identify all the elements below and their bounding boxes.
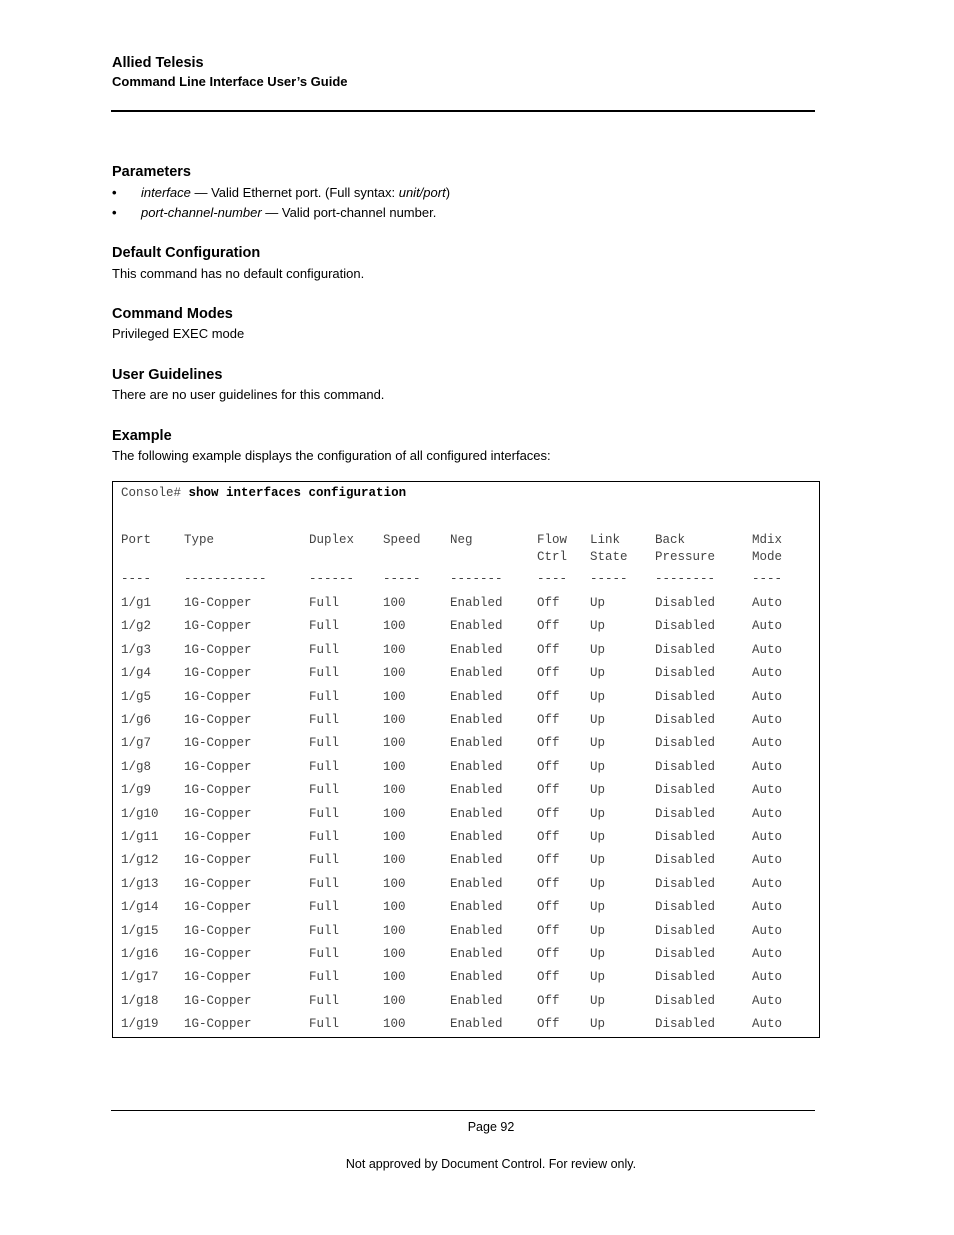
table-row-port: 1/g9 bbox=[121, 783, 152, 798]
table-row-link-state: Up bbox=[590, 783, 606, 798]
default-config-heading: Default Configuration bbox=[112, 245, 261, 261]
table-row-speed: 100 bbox=[383, 713, 406, 727]
table-row-neg: Enabled bbox=[450, 642, 503, 657]
user-guidelines-text: There are no user guidelines for this command. bbox=[112, 387, 385, 402]
table-row-port: 1/g1 bbox=[121, 596, 152, 610]
table-row-link-state: Up bbox=[590, 947, 606, 961]
table-row-port: 1/g6 bbox=[121, 713, 152, 727]
table-row-mdix-mode: Auto bbox=[752, 923, 783, 938]
table-row-speed: 100 bbox=[383, 900, 406, 915]
table-row-mdix-mode: Auto bbox=[752, 1017, 783, 1032]
table-row-flow-ctrl: Off bbox=[537, 713, 560, 727]
example-text: The following example displays the configuration of all configured interfaces: bbox=[112, 448, 551, 463]
table-row-speed: 100 bbox=[383, 642, 406, 657]
table-row-flow-ctrl: Off bbox=[537, 759, 560, 774]
table-row-port: 1/g2 bbox=[121, 619, 152, 634]
table-row-type: 1G-Copper bbox=[184, 900, 252, 915]
table-row-back-pressure: Disabled bbox=[655, 947, 716, 961]
table-row-neg: Enabled bbox=[450, 596, 503, 610]
table-row-flow-ctrl: Off bbox=[537, 830, 560, 844]
header-row-1-duplex: Duplex bbox=[309, 533, 355, 547]
param-term: port-channel-number bbox=[141, 205, 262, 220]
table-row-neg: Enabled bbox=[450, 876, 503, 891]
table-row-duplex: Full bbox=[309, 596, 340, 610]
table-row-link-state: Up bbox=[590, 876, 606, 891]
table-row-port: 1/g8 bbox=[121, 759, 152, 774]
table-row-port: 1/g4 bbox=[121, 666, 152, 681]
header-row-2-link-state: State bbox=[590, 550, 628, 564]
table-row-back-pressure: Disabled bbox=[655, 830, 716, 844]
command-modes-heading: Command Modes bbox=[112, 306, 233, 322]
table-row-link-state: Up bbox=[590, 900, 606, 915]
table-row-duplex: Full bbox=[309, 619, 340, 634]
table-row-type: 1G-Copper bbox=[184, 806, 252, 821]
page-number: Page 92 bbox=[467, 1120, 515, 1134]
table-row-type: 1G-Copper bbox=[184, 713, 252, 727]
table-row-type: 1G-Copper bbox=[184, 759, 252, 774]
table-row-link-state: Up bbox=[590, 993, 606, 1008]
command-modes-text: Privileged EXEC mode bbox=[112, 326, 245, 341]
bullet-icon: • bbox=[112, 205, 117, 220]
header-divider bbox=[111, 110, 815, 112]
table-row-neg: Enabled bbox=[450, 1017, 503, 1032]
table-row-mdix-mode: Auto bbox=[752, 783, 783, 798]
default-config-text: This command has no default configuration. bbox=[112, 266, 365, 281]
table-row-mdix-mode: Auto bbox=[752, 876, 783, 891]
table-row-port: 1/g12 bbox=[121, 853, 159, 868]
table-row-neg: Enabled bbox=[450, 923, 503, 938]
table-row-mdix-mode: Auto bbox=[752, 993, 783, 1008]
table-row-speed: 100 bbox=[383, 783, 406, 798]
table-row-neg: Enabled bbox=[450, 900, 503, 915]
table-row-neg: Enabled bbox=[450, 666, 503, 681]
table-row-mdix-mode: Auto bbox=[752, 619, 783, 634]
table-row-port: 1/g5 bbox=[121, 689, 152, 704]
table-row-mdix-mode: Auto bbox=[752, 806, 783, 821]
table-row-back-pressure: Disabled bbox=[655, 713, 716, 727]
table-row-back-pressure: Disabled bbox=[655, 619, 716, 634]
table-row-speed: 100 bbox=[383, 993, 406, 1008]
table-row-back-pressure: Disabled bbox=[655, 970, 716, 985]
table-row-back-pressure: Disabled bbox=[655, 736, 716, 751]
table-row-link-state: Up bbox=[590, 666, 606, 681]
table-row-speed: 100 bbox=[383, 806, 406, 821]
table-row-mdix-mode: Auto bbox=[752, 853, 783, 868]
table-row-type: 1G-Copper bbox=[184, 947, 252, 961]
table-row-duplex: Full bbox=[309, 1017, 340, 1032]
console-prompt: Console# bbox=[121, 486, 182, 500]
user-guidelines-heading: User Guidelines bbox=[112, 367, 223, 383]
header-row-2-back-pressure: Pressure bbox=[655, 550, 716, 564]
table-row-duplex: Full bbox=[309, 759, 340, 774]
dash-row-duplex: ------ bbox=[309, 572, 355, 586]
header-row-2-flow-ctrl: Ctrl bbox=[537, 550, 568, 564]
table-row-flow-ctrl: Off bbox=[537, 619, 560, 634]
dash-row-back-pressure: -------- bbox=[655, 572, 716, 586]
table-row-duplex: Full bbox=[309, 736, 340, 751]
table-row-type: 1G-Copper bbox=[184, 783, 252, 798]
table-row-flow-ctrl: Off bbox=[537, 642, 560, 657]
table-row-mdix-mode: Auto bbox=[752, 689, 783, 704]
table-row-back-pressure: Disabled bbox=[655, 876, 716, 891]
table-row-duplex: Full bbox=[309, 830, 340, 844]
console-output-box bbox=[112, 481, 820, 1038]
table-row-speed: 100 bbox=[383, 619, 406, 634]
header-row-1-neg: Neg bbox=[450, 533, 473, 547]
guide-title: Command Line Interface User’s Guide bbox=[112, 74, 348, 89]
table-row-duplex: Full bbox=[309, 642, 340, 657]
table-row-neg: Enabled bbox=[450, 853, 503, 868]
table-row-mdix-mode: Auto bbox=[752, 759, 783, 774]
table-row-mdix-mode: Auto bbox=[752, 713, 783, 727]
header-row-1-link-state: Link bbox=[590, 533, 621, 547]
dash-row-neg: ------- bbox=[450, 572, 503, 586]
dash-row-link-state: ----- bbox=[590, 572, 628, 586]
table-row-duplex: Full bbox=[309, 993, 340, 1008]
table-row-flow-ctrl: Off bbox=[537, 947, 560, 961]
table-row-speed: 100 bbox=[383, 970, 406, 985]
table-row-neg: Enabled bbox=[450, 970, 503, 985]
header-row-1-back-pressure: Back bbox=[655, 533, 686, 547]
table-row-link-state: Up bbox=[590, 923, 606, 938]
table-row-link-state: Up bbox=[590, 1017, 606, 1032]
table-row-back-pressure: Disabled bbox=[655, 689, 716, 704]
table-row-port: 1/g7 bbox=[121, 736, 152, 751]
table-row-flow-ctrl: Off bbox=[537, 853, 560, 868]
table-row-type: 1G-Copper bbox=[184, 853, 252, 868]
table-row-port: 1/g10 bbox=[121, 806, 159, 821]
table-row-speed: 100 bbox=[383, 689, 406, 704]
table-row-type: 1G-Copper bbox=[184, 830, 252, 844]
table-row-duplex: Full bbox=[309, 947, 340, 961]
table-row-type: 1G-Copper bbox=[184, 876, 252, 891]
example-heading: Example bbox=[112, 428, 172, 444]
table-row-link-state: Up bbox=[590, 806, 606, 821]
table-row-duplex: Full bbox=[309, 806, 340, 821]
table-row-type: 1G-Copper bbox=[184, 923, 252, 938]
bullet-icon: • bbox=[112, 185, 117, 200]
table-row-flow-ctrl: Off bbox=[537, 900, 560, 915]
table-row-type: 1G-Copper bbox=[184, 666, 252, 681]
table-row-back-pressure: Disabled bbox=[655, 853, 716, 868]
table-row-flow-ctrl: Off bbox=[537, 923, 560, 938]
header-row-1-port: Port bbox=[121, 533, 152, 547]
table-row-back-pressure: Disabled bbox=[655, 642, 716, 657]
table-row-back-pressure: Disabled bbox=[655, 596, 716, 610]
company-name: Allied Telesis bbox=[112, 55, 204, 71]
table-row-flow-ctrl: Off bbox=[537, 666, 560, 681]
table-row-type: 1G-Copper bbox=[184, 736, 252, 751]
table-row-neg: Enabled bbox=[450, 713, 503, 727]
table-row-duplex: Full bbox=[309, 876, 340, 891]
table-row-flow-ctrl: Off bbox=[537, 993, 560, 1008]
table-row-type: 1G-Copper bbox=[184, 993, 252, 1008]
table-row-speed: 100 bbox=[383, 736, 406, 751]
table-row-speed: 100 bbox=[383, 876, 406, 891]
review-note: Not approved by Document Control. For review only. bbox=[345, 1157, 637, 1171]
table-row-mdix-mode: Auto bbox=[752, 666, 783, 681]
table-row-type: 1G-Copper bbox=[184, 970, 252, 985]
table-row-link-state: Up bbox=[590, 713, 606, 727]
table-row-link-state: Up bbox=[590, 596, 606, 610]
table-row-neg: Enabled bbox=[450, 759, 503, 774]
table-row-type: 1G-Copper bbox=[184, 1017, 252, 1032]
console-command: show interfaces configuration bbox=[188, 486, 407, 500]
table-row-mdix-mode: Auto bbox=[752, 642, 783, 657]
table-row-neg: Enabled bbox=[450, 993, 503, 1008]
table-row-link-state: Up bbox=[590, 642, 606, 657]
table-row-port: 1/g15 bbox=[121, 923, 159, 938]
table-row-neg: Enabled bbox=[450, 806, 503, 821]
table-row-link-state: Up bbox=[590, 736, 606, 751]
table-row-neg: Enabled bbox=[450, 689, 503, 704]
table-row-back-pressure: Disabled bbox=[655, 993, 716, 1008]
table-row-speed: 100 bbox=[383, 666, 406, 681]
param-desc: — Valid Ethernet port. (Full syntax: bbox=[190, 185, 399, 200]
table-row-back-pressure: Disabled bbox=[655, 783, 716, 798]
table-row-link-state: Up bbox=[590, 970, 606, 985]
table-row-flow-ctrl: Off bbox=[537, 806, 560, 821]
table-row-duplex: Full bbox=[309, 783, 340, 798]
dash-row-type: ----------- bbox=[184, 572, 267, 586]
table-row-back-pressure: Disabled bbox=[655, 759, 716, 774]
dash-row-speed: ----- bbox=[383, 572, 421, 586]
table-row-neg: Enabled bbox=[450, 830, 503, 844]
table-row-duplex: Full bbox=[309, 713, 340, 727]
table-row-speed: 100 bbox=[383, 830, 406, 844]
table-row-port: 1/g18 bbox=[121, 993, 159, 1008]
header-row-1-speed: Speed bbox=[383, 533, 421, 547]
dash-row-mdix-mode: ---- bbox=[752, 572, 783, 586]
table-row-duplex: Full bbox=[309, 900, 340, 915]
table-row-flow-ctrl: Off bbox=[537, 970, 560, 985]
table-row-mdix-mode: Auto bbox=[752, 596, 783, 610]
table-row-type: 1G-Copper bbox=[184, 619, 252, 634]
table-row-neg: Enabled bbox=[450, 783, 503, 798]
table-row-flow-ctrl: Off bbox=[537, 783, 560, 798]
table-row-type: 1G-Copper bbox=[184, 642, 252, 657]
table-row-flow-ctrl: Off bbox=[537, 689, 560, 704]
table-row-back-pressure: Disabled bbox=[655, 1017, 716, 1032]
parameters-heading: Parameters bbox=[112, 164, 191, 180]
header-row-2-mdix-mode: Mode bbox=[752, 550, 783, 564]
table-row-neg: Enabled bbox=[450, 947, 503, 961]
table-row-duplex: Full bbox=[309, 666, 340, 681]
param-syntax: unit/port bbox=[398, 185, 446, 200]
dash-row-flow-ctrl: ---- bbox=[537, 572, 568, 586]
table-row-mdix-mode: Auto bbox=[752, 970, 783, 985]
table-row-link-state: Up bbox=[590, 853, 606, 868]
table-row-speed: 100 bbox=[383, 1017, 406, 1032]
header-row-1-mdix-mode: Mdix bbox=[752, 533, 783, 547]
table-row-link-state: Up bbox=[590, 830, 606, 844]
table-row-mdix-mode: Auto bbox=[752, 736, 783, 751]
table-row-port: 1/g17 bbox=[121, 970, 159, 985]
table-row-back-pressure: Disabled bbox=[655, 666, 716, 681]
table-row-duplex: Full bbox=[309, 853, 340, 868]
header-row-1-flow-ctrl: Flow bbox=[537, 533, 568, 547]
console-command-line bbox=[121, 486, 406, 500]
table-row-back-pressure: Disabled bbox=[655, 900, 716, 915]
table-row-link-state: Up bbox=[590, 689, 606, 704]
dash-row-port: ---- bbox=[121, 572, 152, 586]
table-row-mdix-mode: Auto bbox=[752, 900, 783, 915]
table-row-type: 1G-Copper bbox=[184, 689, 252, 704]
footer-divider bbox=[111, 1110, 815, 1111]
table-row-back-pressure: Disabled bbox=[655, 923, 716, 938]
table-row-mdix-mode: Auto bbox=[752, 947, 783, 961]
table-row-neg: Enabled bbox=[450, 619, 503, 634]
table-row-speed: 100 bbox=[383, 853, 406, 868]
table-row-link-state: Up bbox=[590, 759, 606, 774]
header-row-1-type: Type bbox=[184, 533, 215, 547]
table-row-speed: 100 bbox=[383, 759, 406, 774]
table-row-flow-ctrl: Off bbox=[537, 1017, 560, 1032]
table-row-type: 1G-Copper bbox=[184, 596, 252, 610]
table-row-flow-ctrl: Off bbox=[537, 596, 560, 610]
table-row-neg: Enabled bbox=[450, 736, 503, 751]
table-row-port: 1/g13 bbox=[121, 876, 159, 891]
table-row-port: 1/g3 bbox=[121, 642, 152, 657]
param-end: ) bbox=[445, 185, 451, 200]
table-row-speed: 100 bbox=[383, 596, 406, 610]
table-row-flow-ctrl: Off bbox=[537, 876, 560, 891]
table-row-duplex: Full bbox=[309, 923, 340, 938]
table-row-port: 1/g14 bbox=[121, 900, 159, 915]
table-row-link-state: Up bbox=[590, 619, 606, 634]
table-row-duplex: Full bbox=[309, 970, 340, 985]
table-row-back-pressure: Disabled bbox=[655, 806, 716, 821]
table-row-port: 1/g16 bbox=[121, 947, 159, 961]
table-row-flow-ctrl: Off bbox=[537, 736, 560, 751]
param-desc: — Valid port-channel number. bbox=[261, 205, 437, 220]
table-row-port: 1/g19 bbox=[121, 1017, 159, 1032]
table-row-port: 1/g11 bbox=[121, 830, 159, 844]
table-row-speed: 100 bbox=[383, 947, 406, 961]
table-row-speed: 100 bbox=[383, 923, 406, 938]
param-term: interface bbox=[141, 185, 191, 200]
table-row-duplex: Full bbox=[309, 689, 340, 704]
table-row-mdix-mode: Auto bbox=[752, 830, 783, 844]
